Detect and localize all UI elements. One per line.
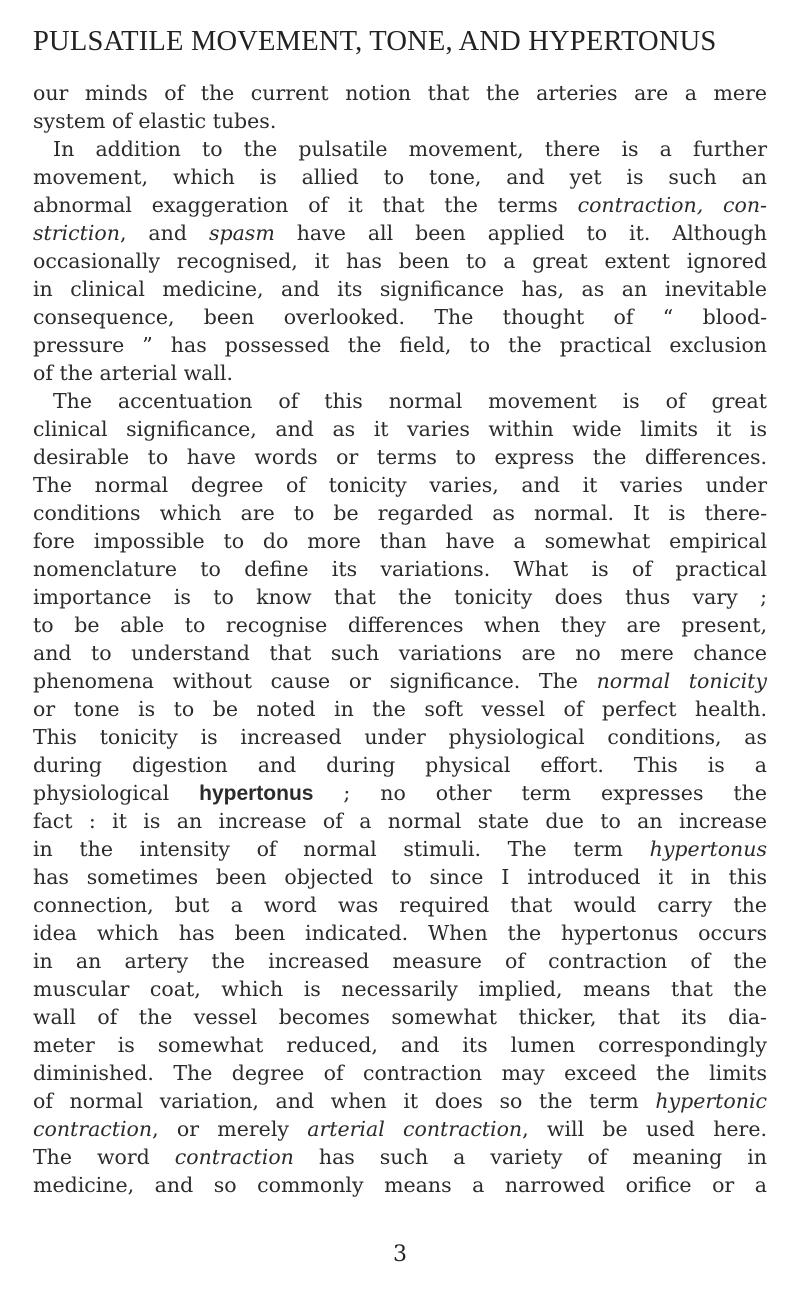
- italic-term: striction: [33, 221, 120, 245]
- italic-term: hypertonus: [649, 837, 767, 861]
- italic-term: contraction, con-: [577, 193, 767, 217]
- text-line: and to understand that such variations are no mere chance: [33, 641, 767, 665]
- italic-term: normal tonicity: [596, 669, 767, 693]
- text-run: , and: [119, 221, 209, 245]
- text-line: occasionally recognised, it has been to a great extent ignored: [33, 249, 767, 273]
- text-line: [33, 835, 767, 863]
- text-line: movement, which is allied to tone, and yet is such an: [33, 165, 767, 189]
- text-line: This tonicity is increased under physiological conditions, as: [33, 725, 767, 749]
- text-line: In addition to the pulsatile movement, there is a further: [53, 137, 767, 161]
- bold-term: hypertonus: [199, 782, 314, 805]
- text-line: The normal degree of tonicity varies, and it varies under: [33, 473, 767, 497]
- text-run: of normal variation, and when it does so the term: [33, 1089, 656, 1113]
- text-line: [33, 191, 767, 219]
- text-line: [33, 1143, 767, 1171]
- text-line: diminished. The degree of contraction may exceed the limits: [33, 1061, 767, 1085]
- text-run: , or merely: [152, 1117, 308, 1141]
- text-run: have all been applied to it. Although: [274, 221, 767, 245]
- italic-term: contraction: [174, 1145, 294, 1169]
- text-run: , will be used here.: [522, 1117, 767, 1141]
- italic-term: hypertonic: [655, 1089, 767, 1113]
- text-run: The word: [33, 1145, 175, 1169]
- italic-term: spasm: [208, 221, 275, 245]
- text-run: abnormal exaggeration of it that the terms: [33, 193, 578, 217]
- text-line: in clinical medicine, and its significance has, as an inevitable: [33, 277, 767, 301]
- text-line: [33, 667, 767, 695]
- page-number: 3: [393, 1242, 407, 1267]
- text-line: nomenclature to define its variations. What is of practical: [33, 557, 767, 581]
- text-line: clinical significance, and as it varies within wide limits it is: [33, 417, 767, 441]
- text-run: ; no other term expresses the: [313, 781, 767, 805]
- text-line: conditions which are to be regarded as normal. It is there-: [33, 501, 767, 525]
- text-line: pressure ” has possessed the field, to the practical exclusion: [33, 333, 767, 357]
- italic-term: arterial contraction: [307, 1117, 523, 1141]
- text-line: meter is somewhat reduced, and its lumen correspondingly: [33, 1033, 767, 1057]
- body-text: [33, 79, 767, 1199]
- text-line: connection, but a word was required that would carry the: [33, 893, 767, 917]
- text-line: [33, 1087, 767, 1115]
- text-line: The accentuation of this normal movement is of great: [53, 389, 767, 413]
- text-line: consequence, been overlooked. The thought of “ blood-: [33, 305, 767, 329]
- text-line: muscular coat, which is necessarily implied, means that the: [33, 977, 767, 1001]
- text-line: of the arterial wall.: [33, 361, 233, 385]
- text-line: [33, 219, 767, 247]
- text-line: has sometimes been objected to since I introduced it in this: [33, 865, 767, 889]
- text-line: during digestion and during physical effort. This is a: [33, 753, 767, 777]
- text-run: physiological: [33, 781, 200, 805]
- italic-term: contraction: [33, 1117, 153, 1141]
- text-line: to be able to recognise differences when they are present,: [33, 613, 767, 637]
- text-line: medicine, and so commonly means a narrowed orifice or a: [33, 1173, 767, 1197]
- text-run: phenomena without cause or significance. The: [33, 669, 597, 693]
- text-line: importance is to know that the tonicity does thus vary ;: [33, 585, 767, 609]
- running-head: PULSATILE MOVEMENT, TONE, AND HYPERTONUS: [33, 26, 717, 57]
- text-run: in the intensity of normal stimuli. The term: [33, 837, 650, 861]
- text-line: idea which has been indicated. When the hypertonus occurs: [33, 921, 767, 945]
- text-line: wall of the vessel becomes somewhat thicker, that its dia-: [33, 1005, 767, 1029]
- text-line: fore impossible to do more than have a somewhat empirical: [33, 529, 767, 553]
- text-line: [33, 1115, 767, 1143]
- text-run: has such a variety of meaning in: [293, 1145, 767, 1169]
- text-line: system of elastic tubes.: [33, 109, 277, 133]
- text-line: [33, 779, 767, 807]
- text-line: or tone is to be noted in the soft vessel of perfect health.: [33, 697, 767, 721]
- text-line: desirable to have words or terms to express the differences.: [33, 445, 767, 469]
- text-line: our minds of the current notion that the arteries are a mere: [33, 81, 767, 105]
- text-line: fact : it is an increase of a normal state due to an increase: [33, 809, 767, 833]
- text-line: in an artery the increased measure of contraction of the: [33, 949, 767, 973]
